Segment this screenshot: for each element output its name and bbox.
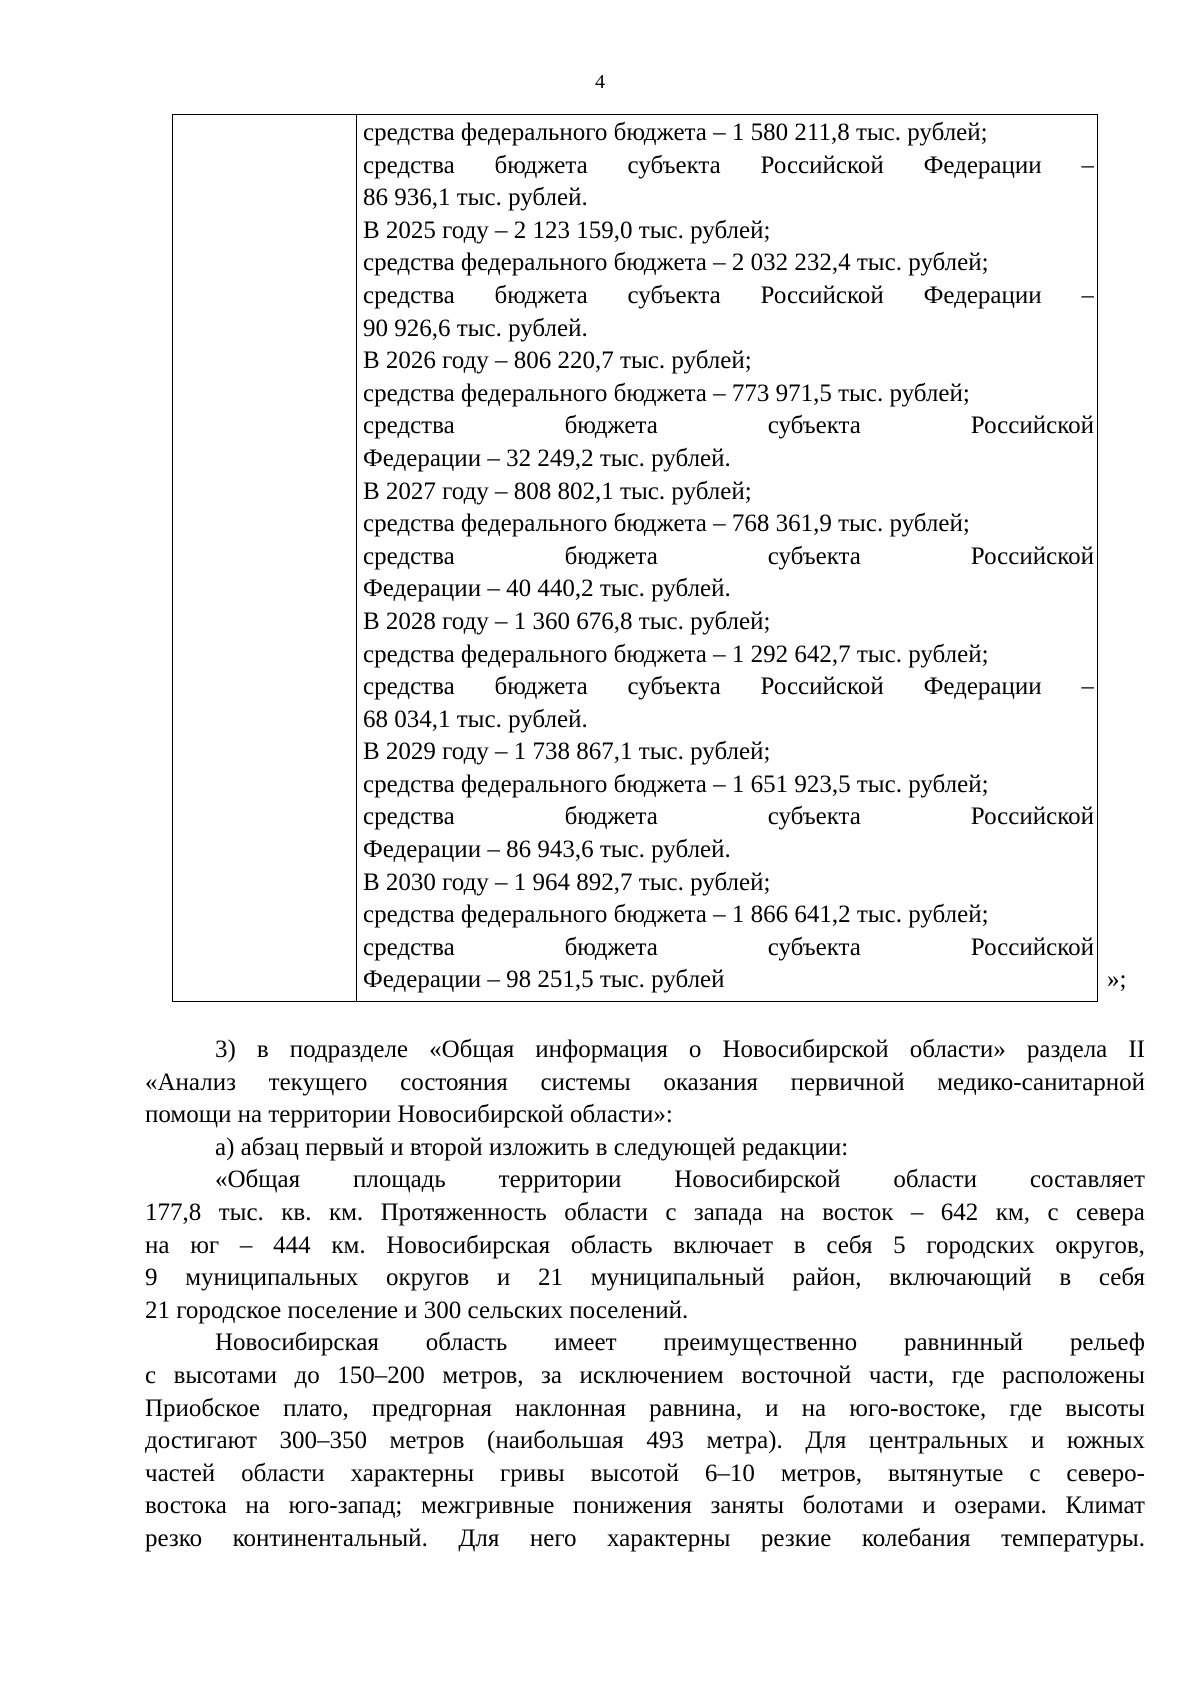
text-word: себя	[826, 1231, 873, 1259]
text-word: части,	[868, 1361, 935, 1389]
text-line	[363, 150, 1094, 183]
text-word: где	[1009, 1394, 1043, 1422]
text-word: в	[256, 1036, 269, 1063]
text-word: средства федерального бюджета – 1 292 642,7 тыс. рублей;	[363, 640, 989, 668]
text-line	[145, 1099, 1145, 1132]
text-word: юг	[190, 1231, 220, 1259]
text-word: городских	[926, 1231, 1035, 1259]
text-line	[145, 1523, 1145, 1556]
text-word: раздела	[1026, 1036, 1108, 1063]
text-word: средства	[363, 151, 455, 179]
text-word: в	[1059, 1264, 1072, 1292]
text-word: метра).	[706, 1427, 783, 1455]
text-word: Новосибирская	[215, 1329, 379, 1357]
text-line	[145, 1490, 1145, 1523]
text-word: предгорная	[371, 1394, 492, 1422]
text-word: области	[564, 1198, 648, 1226]
text-word: информация	[535, 1036, 668, 1063]
text-word: 3)	[215, 1036, 236, 1063]
text-word: южных	[1066, 1427, 1145, 1455]
text-word: Федерации – 40 440,2 тыс. рублей.	[363, 575, 731, 603]
text-word: гривы	[499, 1459, 565, 1487]
text-word: кв.	[281, 1198, 312, 1226]
text-word: текущего	[268, 1068, 368, 1096]
text-word: Федерации	[923, 151, 1042, 179]
text-word: и	[1030, 1427, 1045, 1455]
text-word: заняты	[710, 1492, 785, 1520]
text-word: км.	[331, 1231, 366, 1259]
text-word: и	[765, 1394, 779, 1422]
text-word: В 2026 году – 806 220,7 тыс. рублей;	[363, 347, 752, 375]
text-word: 21	[538, 1264, 563, 1292]
text-line	[363, 280, 1094, 313]
body-text	[145, 1034, 1145, 1556]
text-word: имеет	[554, 1329, 617, 1357]
text-word: состояния	[400, 1068, 508, 1096]
text-word: –	[910, 1198, 924, 1226]
text-word: оказания	[663, 1068, 758, 1096]
text-word: Российской	[970, 803, 1094, 831]
text-word: восточной	[741, 1361, 852, 1389]
text-word: II	[1128, 1036, 1145, 1063]
text-word: исключением	[579, 1361, 724, 1389]
text-word: «Общая	[215, 1166, 301, 1194]
text-word: 493	[646, 1427, 684, 1455]
text-word: и	[922, 1492, 936, 1520]
text-word: бюджета	[564, 933, 658, 961]
text-word: Российской	[970, 412, 1094, 440]
text-word: характерны	[350, 1459, 475, 1487]
text-line	[145, 1327, 1145, 1360]
text-word: на	[780, 1198, 805, 1226]
text-line	[145, 1393, 1145, 1426]
text-word: равнина,	[649, 1394, 743, 1422]
text-word: субъекта	[767, 933, 861, 961]
text-word: бюджета	[564, 412, 658, 440]
text-word: –	[1081, 281, 1094, 309]
text-word: за	[541, 1361, 563, 1389]
text-word: субъекта	[627, 673, 721, 701]
text-word: бюджета	[494, 673, 588, 701]
text-word: Новосибирской	[722, 1036, 889, 1063]
text-line	[145, 1132, 1145, 1165]
text-line	[363, 508, 1094, 541]
text-word: бюджета	[564, 542, 658, 570]
text-word: бюджета	[564, 803, 658, 831]
text-line	[363, 964, 1094, 997]
text-word: северо-	[1066, 1459, 1145, 1487]
text-word: субъекта	[627, 281, 721, 309]
text-word: Для	[805, 1427, 847, 1455]
text-word: Федерации	[923, 281, 1042, 309]
text-word: субъекта	[767, 803, 861, 831]
text-word: средства	[363, 803, 455, 831]
text-word: на	[801, 1394, 827, 1422]
text-word: средства федерального бюджета – 768 361,9 тыс. рублей;	[363, 510, 970, 538]
text-word: о	[688, 1036, 702, 1063]
text-word: высоты	[1065, 1394, 1145, 1422]
text-word: Климат	[1065, 1492, 1145, 1520]
text-word: достигают	[145, 1427, 257, 1455]
text-line	[363, 867, 1094, 900]
text-line	[145, 1360, 1145, 1393]
text-word: –	[1081, 673, 1094, 701]
text-word: медико-санитарной	[937, 1068, 1145, 1096]
text-word: 68 034,1 тыс. рублей.	[363, 705, 588, 733]
text-word: 177,8	[145, 1198, 202, 1226]
text-word: системы	[540, 1068, 631, 1096]
text-word: средства федерального бюджета – 2 032 232,4 тыс. рублей;	[363, 249, 989, 277]
text-word: 5	[893, 1231, 906, 1259]
text-word: равнинный	[903, 1329, 1024, 1357]
text-word: 150–200	[337, 1361, 425, 1389]
text-word: плато,	[283, 1394, 349, 1422]
text-word: температуры.	[1001, 1524, 1145, 1552]
text-word: Новосибирская	[386, 1231, 551, 1259]
text-word: на	[145, 1231, 170, 1259]
text-word: колебания	[861, 1524, 971, 1552]
text-line	[363, 736, 1094, 769]
text-word: области	[893, 1166, 977, 1194]
text-word: средства	[363, 281, 455, 309]
text-line	[363, 247, 1094, 280]
text-word: вытянутые	[887, 1459, 1004, 1487]
text-word: с	[1029, 1459, 1041, 1487]
text-word: с	[665, 1198, 677, 1226]
text-word: область	[425, 1329, 508, 1357]
text-word: с	[145, 1361, 157, 1389]
table-right-cell	[363, 117, 1094, 997]
text-word: Российской	[760, 151, 884, 179]
text-word: высотами	[173, 1361, 278, 1389]
text-word: площадь	[352, 1166, 446, 1194]
text-word: –	[1081, 151, 1094, 179]
text-line	[145, 1197, 1145, 1230]
text-line	[363, 801, 1094, 834]
text-line	[363, 117, 1094, 150]
text-word: –	[239, 1231, 253, 1259]
text-word: метров	[389, 1427, 465, 1455]
text-word: области	[241, 1459, 325, 1487]
text-word: центральных	[868, 1427, 1009, 1455]
text-word: подразделе	[289, 1036, 409, 1063]
text-line	[145, 1067, 1145, 1100]
text-word: высотой	[590, 1459, 679, 1487]
text-line	[363, 215, 1094, 248]
text-word: юго-востоке,	[849, 1394, 987, 1422]
text-word: Приобское	[145, 1394, 261, 1422]
text-word: него	[529, 1524, 577, 1552]
text-word: преимущественно	[663, 1329, 858, 1357]
text-word: межгривные	[420, 1492, 555, 1520]
text-word: субъекта	[767, 412, 861, 440]
text-word: включающий	[889, 1264, 1032, 1292]
text-word: В 2028 году – 1 360 676,8 тыс. рублей;	[363, 607, 771, 635]
text-line	[363, 378, 1094, 411]
text-word: составляет	[1029, 1166, 1145, 1194]
text-word: 300–350	[279, 1427, 367, 1455]
text-word: Российской	[970, 542, 1094, 570]
text-word: Федерации – 32 249,2 тыс. рублей.	[363, 444, 731, 472]
text-word: Российской	[760, 673, 884, 701]
text-line	[363, 671, 1094, 704]
text-word: юго-запад;	[288, 1492, 403, 1520]
text-word: включает	[673, 1231, 774, 1259]
text-line	[145, 1458, 1145, 1491]
text-word: муниципальный	[590, 1264, 765, 1292]
text-word: Протяженность	[380, 1198, 547, 1226]
text-line	[145, 1295, 1145, 1328]
text-word: средства	[363, 412, 455, 440]
text-word: характерны	[607, 1524, 731, 1552]
text-word: до	[294, 1361, 320, 1389]
text-word: помощи на территории Новосибирской области»:	[145, 1101, 673, 1129]
text-word: Федерации – 98 251,5 тыс. рублей	[363, 966, 725, 994]
text-line	[363, 704, 1094, 737]
text-word: наклонная	[515, 1394, 626, 1422]
text-word: резко	[145, 1524, 203, 1552]
text-word: км,	[995, 1198, 1030, 1226]
text-word: рельеф	[1069, 1329, 1145, 1357]
text-word: понижения	[572, 1492, 692, 1520]
text-line	[363, 769, 1094, 802]
text-word: а) абзац первый и второй изложить в следующей редакции:	[215, 1133, 849, 1161]
text-word: с	[1047, 1198, 1059, 1226]
text-word: озерами.	[954, 1492, 1047, 1520]
text-word: 90 926,6 тыс. рублей.	[363, 314, 588, 342]
text-word: субъекта	[627, 151, 721, 179]
text-word: 86 936,1 тыс. рублей.	[363, 184, 588, 212]
text-line	[363, 899, 1094, 932]
text-word: В 2030 году – 1 964 892,7 тыс. рублей;	[363, 868, 771, 896]
text-word: и	[496, 1264, 511, 1292]
text-word: тыс.	[218, 1198, 264, 1226]
text-line	[145, 1262, 1145, 1295]
text-word: севера	[1076, 1198, 1145, 1226]
budget-table	[172, 114, 1098, 1002]
text-word: бюджета	[494, 151, 588, 179]
text-word: болотами	[802, 1492, 904, 1520]
text-word: 21 городское поселение и 300 сельских поселений.	[145, 1296, 689, 1324]
page-number: 4	[595, 71, 605, 93]
text-word: расположены	[1002, 1361, 1145, 1389]
text-word: средства	[363, 542, 455, 570]
text-word: на	[245, 1492, 270, 1520]
text-word: «Анализ	[145, 1068, 236, 1096]
text-word: в	[793, 1231, 806, 1259]
text-word: бюджета	[494, 281, 588, 309]
text-word: Российской	[760, 281, 884, 309]
text-word: резкие	[760, 1524, 832, 1552]
text-word: континентальный.	[232, 1524, 428, 1552]
text-word: средства федерального бюджета – 773 971,5 тыс. рублей;	[363, 379, 970, 407]
text-word: области»	[909, 1036, 1006, 1063]
text-word: 6–10	[704, 1459, 755, 1487]
text-word: Новосибирской	[674, 1166, 841, 1194]
text-line	[363, 313, 1094, 346]
text-word: Российской	[970, 933, 1094, 961]
text-line	[363, 834, 1094, 867]
text-word: восток	[822, 1198, 894, 1226]
text-word: округов	[385, 1264, 470, 1292]
text-word: муниципальных	[185, 1264, 359, 1292]
text-word: частей	[145, 1459, 216, 1487]
text-word: средства	[363, 673, 455, 701]
text-line	[145, 1425, 1145, 1458]
text-word: округов,	[1055, 1231, 1145, 1259]
text-word: территории	[498, 1166, 622, 1194]
text-word: «Общая	[429, 1036, 515, 1063]
text-line	[145, 1230, 1145, 1263]
text-word: средства федерального бюджета – 1 580 211,8 тыс. рублей;	[363, 119, 988, 146]
text-word: субъекта	[767, 542, 861, 570]
text-word: запада	[693, 1198, 763, 1226]
text-line	[363, 606, 1094, 639]
text-line	[363, 443, 1094, 476]
text-line	[363, 182, 1094, 215]
text-word: где	[951, 1361, 985, 1389]
text-word: метров,	[442, 1361, 524, 1389]
text-word: средства федерального бюджета – 1 651 923,5 тыс. рублей;	[363, 770, 989, 798]
text-line	[363, 541, 1094, 574]
closing-quote: »;	[1107, 966, 1127, 993]
text-line	[363, 476, 1094, 509]
text-word: себя	[1098, 1264, 1145, 1292]
text-line	[363, 345, 1094, 378]
text-word: (наибольшая	[487, 1427, 624, 1455]
text-line	[363, 573, 1094, 606]
text-word: км.	[328, 1198, 364, 1226]
text-word: 9	[145, 1264, 158, 1292]
text-line	[363, 932, 1094, 965]
text-word: область	[570, 1231, 653, 1259]
text-word: В 2025 году – 2 123 159,0 тыс. рублей;	[363, 216, 771, 244]
text-word: первичной	[790, 1068, 905, 1096]
text-word: средства	[363, 933, 455, 961]
text-line	[363, 639, 1094, 672]
text-word: метров,	[780, 1459, 863, 1487]
text-word: средства федерального бюджета – 1 866 641,2 тыс. рублей;	[363, 901, 989, 929]
text-word: Федерации – 86 943,6 тыс. рублей.	[363, 836, 731, 864]
text-word: востока	[145, 1492, 227, 1520]
text-word: 642	[940, 1198, 979, 1226]
text-word: Для	[458, 1524, 500, 1552]
text-line	[145, 1034, 1145, 1067]
text-word: В 2029 году – 1 738 867,1 тыс. рублей;	[363, 738, 771, 766]
text-word: 444	[273, 1231, 311, 1259]
text-line	[145, 1164, 1145, 1197]
text-word: район,	[792, 1264, 862, 1292]
text-word: Федерации	[923, 673, 1042, 701]
table-left-cell	[173, 115, 357, 1001]
text-word: В 2027 году – 808 802,1 тыс. рублей;	[363, 477, 752, 505]
text-line	[363, 410, 1094, 443]
